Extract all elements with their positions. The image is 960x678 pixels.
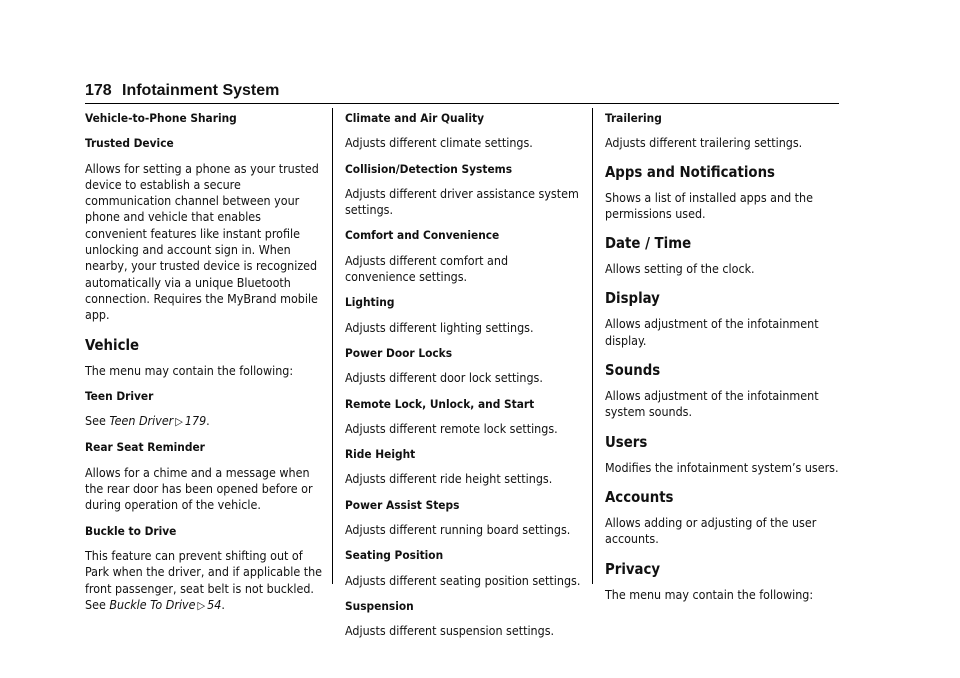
- buckle-link[interactable]: Buckle To Drive: [109, 596, 196, 612]
- item-heading: Suspension: [345, 598, 414, 613]
- vehicle-heading: Vehicle: [85, 336, 140, 354]
- section-heading: Date / Time: [605, 235, 692, 253]
- column-divider-1: [332, 108, 333, 584]
- item-heading: Collision/Detection Systems: [345, 161, 513, 176]
- buckle-heading: Buckle to Drive: [85, 523, 177, 538]
- rear-seat-text: Allows for a chime and a message when the rear door has been opened before or during operation of the vehicle.: [85, 464, 313, 513]
- column-divider-2: [592, 108, 593, 584]
- section-heading: Privacy: [605, 560, 661, 578]
- item-heading: Lighting: [345, 295, 395, 310]
- page-header: [85, 82, 839, 104]
- item-text: Adjusts different suspension settings.: [345, 623, 555, 639]
- trusted-device-heading: Trusted Device: [85, 136, 174, 151]
- buckle-page[interactable]: 54: [207, 596, 222, 612]
- item-text: Adjusts different running board settings.: [345, 522, 571, 538]
- column-2: [345, 110, 581, 649]
- section-heading: Accounts: [605, 488, 674, 506]
- section-title: Infotainment System: [122, 82, 280, 99]
- item-heading: Remote Lock, Unlock, and Start: [345, 396, 535, 411]
- item-text: Adjusts different remote lock settings.: [345, 420, 558, 436]
- item-text: Adjusts different driver assistance system settings.: [345, 185, 579, 218]
- column-1: [85, 110, 323, 623]
- buckle-end: .: [221, 596, 225, 612]
- item-heading: Power Door Locks: [345, 345, 453, 360]
- teen-driver-page[interactable]: 179: [184, 413, 207, 429]
- teen-driver-text: [85, 413, 323, 430]
- item-text: Adjusts different comfort and convenience settings.: [345, 252, 509, 285]
- section-text: Allows adjustment of the infotainment display.: [605, 316, 819, 348]
- trailering-text: Adjusts different trailering settings.: [605, 135, 803, 151]
- section-heading: Display: [605, 290, 660, 308]
- teen-end: .: [206, 413, 210, 429]
- item-heading: Comfort and Convenience: [345, 228, 500, 243]
- section-text: Allows adjustment of the infotainment system sounds.: [605, 388, 819, 420]
- trusted-device-text: Allows for setting a phone as your trusted device to establish a secure communication channel between your phone and vehicle that enables convenient features like instant profile unlocking and account sign in. When nearby, your trusted device is recognized automatically via a unique Bluetooth connection. Requires the MyBrand mobile app.: [85, 160, 319, 323]
- item-heading: Ride Height: [345, 447, 416, 462]
- item-text: Adjusts different climate settings.: [345, 135, 533, 151]
- column-3: [605, 110, 841, 612]
- teen-driver-heading: Teen Driver: [85, 388, 154, 403]
- buckle-text: [85, 548, 323, 614]
- page-ref-icon: ▷: [197, 598, 206, 612]
- item-text: Adjusts different lighting settings.: [345, 319, 534, 335]
- item-text: Adjusts different seating position settings.: [345, 572, 581, 588]
- trailering-heading: Trailering: [605, 111, 662, 125]
- vts-heading: Vehicle-to-Phone Sharing: [85, 111, 237, 125]
- vehicle-intro: The menu may contain the following:: [85, 362, 294, 378]
- buckle-body: This feature can prevent shifting out of Park when the driver, and if applicable the front passenger, seat belt is not buckled. See: [85, 547, 323, 612]
- item-heading: Seating Position: [345, 548, 444, 563]
- item-text: Adjusts different ride height settings.: [345, 471, 553, 487]
- item-heading: Climate and Air Quality: [345, 111, 485, 125]
- section-text: Modifies the infotainment system’s users.: [605, 459, 839, 475]
- section-heading: Users: [605, 433, 648, 451]
- teen-driver-link[interactable]: Teen Driver: [109, 413, 174, 429]
- teen-see: See: [85, 413, 106, 429]
- rear-seat-heading: Rear Seat Reminder: [85, 440, 205, 455]
- section-text: Allows setting of the clock.: [605, 261, 755, 277]
- item-text: Adjusts different door lock settings.: [345, 370, 543, 386]
- page-number: 178: [85, 82, 112, 99]
- section-heading: Apps and Notifications: [605, 163, 775, 181]
- section-heading: Sounds: [605, 362, 661, 380]
- section-text: Allows adding or adjusting of the user accounts.: [605, 514, 817, 547]
- page-ref-icon: ▷: [175, 415, 183, 429]
- section-text: Shows a list of installed apps and the permissions used.: [605, 189, 813, 221]
- section-text: The menu may contain the following:: [605, 586, 814, 602]
- item-heading: Power Assist Steps: [345, 497, 460, 512]
